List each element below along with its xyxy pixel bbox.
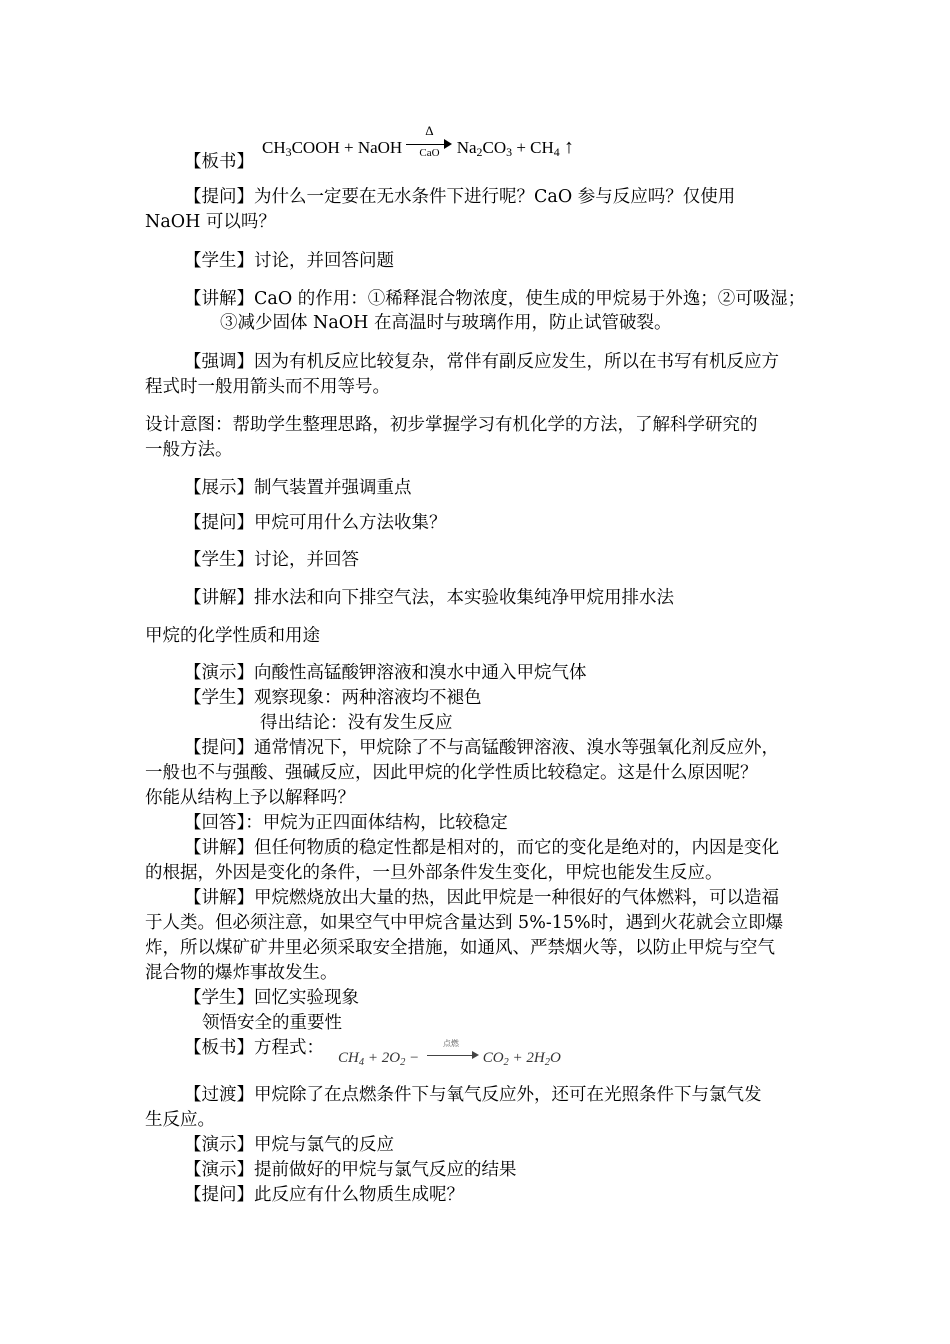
explain-line: ③减少固体 NaOH 在高温时与玻璃作用，防止试管破裂。	[220, 313, 672, 333]
conclusion-line: 得出结论：没有发生反应	[260, 713, 453, 733]
reaction-arrow-icon: 点燃	[423, 1047, 479, 1063]
transition-line: 【过渡】甲烷除了在点燃条件下与氧气反应外，还可在光照条件下与氯气发	[184, 1085, 762, 1105]
question-line: 【提问】此反应有什么物质生成呢？	[184, 1185, 464, 1205]
demo-line: 【演示】提前做好的甲烷与氯气反应的结果	[184, 1160, 517, 1180]
demo-line: 【演示】甲烷与氯气的反应	[184, 1135, 394, 1155]
question-line: 【提问】甲烷可用什么方法收集？	[184, 513, 447, 533]
explain-line: 【讲解】但任何物质的稳定性都是相对的，而它的变化是绝对的，内因是变化	[184, 838, 779, 858]
question-line: 【提问】为什么一定要在无水条件下进行呢？CaO 参与反应吗？仅使用	[184, 187, 736, 207]
explain-line: 【讲解】CaO 的作用：①稀释混合物浓度，使生成的甲烷易于外逸；②可吸湿；	[184, 289, 806, 309]
explain-line: 的根据，外因是变化的条件，一旦外部条件发生变化，甲烷也能发生反应。	[145, 863, 723, 883]
explain-line: 【讲解】排水法和向下排空气法，本实验收集纯净甲烷用排水法	[184, 588, 674, 608]
equation-combustion: $CH_4 + 2O_2$ − 点燃 $CO_2 + 2H_2O$	[338, 1039, 561, 1068]
board-label: 【板书】	[184, 152, 254, 172]
emphasis-line: 程式时一般用箭头而不用等号。	[145, 377, 390, 397]
question-line: 一般也不与强酸、强碱反应，因此甲烷的化学性质比较稳定。这是什么原因呢？	[145, 763, 758, 783]
explain-line: 混合物的爆炸事故发生。	[145, 963, 338, 983]
explain-line: 炸，所以煤矿矿井里必须采取安全措施，如通风、严禁烟火等，以防止甲烷与空气	[145, 938, 775, 958]
student-line: 【学生】回忆实验现象	[184, 988, 359, 1008]
gas-arrow-icon: ↑	[563, 136, 574, 158]
show-line: 【展示】制气装置并强调重点	[184, 478, 412, 498]
reaction-arrow-icon: Δ CaO	[406, 135, 452, 155]
design-intent-line: 一般方法。	[145, 440, 233, 460]
explain-line: 于人类。但必须注意，如果空气中甲烷含量达到 5%-15%时，遇到火花就会立即爆	[145, 913, 784, 933]
explain-line: 【讲解】甲烷燃烧放出大量的热，因此甲烷是一种很好的气体燃料，可以造福	[184, 888, 779, 908]
section-heading: 甲烷的化学性质和用途	[145, 626, 320, 646]
question-line: 你能从结构上予以解释吗？	[145, 788, 355, 808]
board-label: 【板书】方程式：	[184, 1038, 324, 1058]
question-line: NaOH 可以吗？	[145, 212, 276, 232]
question-line: 【提问】通常情况下，甲烷除了不与高锰酸钾溶液、溴水等强氧化剂反应外，	[184, 738, 779, 758]
answer-line: 【回答】：甲烷为正四面体结构，比较稳定	[184, 813, 508, 833]
transition-line: 生反应。	[145, 1110, 215, 1130]
emphasis-line: 【强调】因为有机反应比较复杂，常伴有副反应发生，所以在书写有机反应方	[184, 352, 779, 372]
student-line: 领悟安全的重要性	[202, 1013, 342, 1033]
demo-line: 【演示】向酸性高锰酸钾溶液和溴水中通入甲烷气体	[184, 663, 587, 683]
student-line: 【学生】观察现象：两种溶液均不褪色	[184, 688, 482, 708]
equation-decarboxylation: $CH_3COOH$ + NaOH Δ CaO $Na_2CO_3 + CH_4$ ↑	[262, 123, 574, 159]
student-line: 【学生】讨论，并回答问题	[184, 251, 394, 271]
student-line: 【学生】讨论，并回答	[184, 550, 359, 570]
design-intent-line: 设计意图：帮助学生整理思路，初步掌握学习有机化学的方法，了解科学研究的	[145, 415, 758, 435]
